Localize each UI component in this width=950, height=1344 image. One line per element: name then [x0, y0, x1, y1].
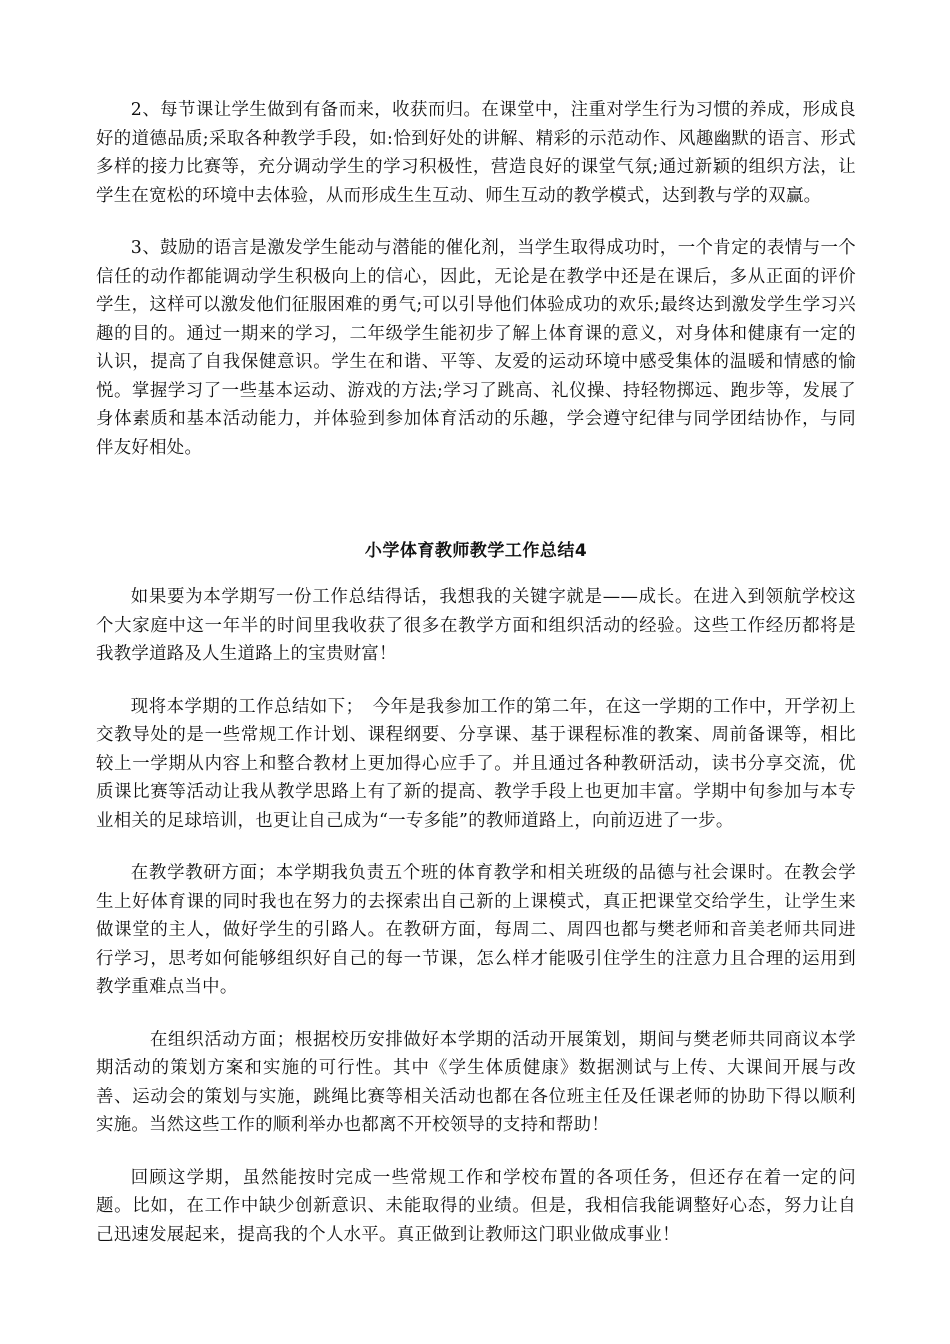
paragraph-3: 3、鼓励的语言是激发学生能动与潜能的催化剂，当学生取得成功时，一个肯定的表情与一个信任的动作都能调动学生积极向上的信心，因此，无论是在教学中还是在课后，多从正面的评价学生，这样可以激发他们征服困难的勇气;可以引导他们体验成功的欢乐;最终达到激发学生学习兴趣的目的。通过一期来的学习，二年级学生能初步了解上体育课的意义，对身体和健康有一定的认识，提高了自我保健意识。学生在和谐、平等、友爱的运动环境中感受集体的温暖和情感的愉悦。掌握学习了一些基本运动、游戏的方法;学习了跳高、礼仪操、持轻物掷远、跑步等，发展了身体素质和基本活动能力，并体验到参加体育活动的乐趣，学会遵守纪律与同学团结协作，与同伴友好相处。: [96, 238, 856, 458]
paragraph-activities: 在组织活动方面；根据校历安排做好本学期的活动开展策划，期间与樊老师共同商议本学期活动的策划方案和实施的可行性。其中《学生体质健康》数据测试与上传、大课间开展与改善、运动会的策划与实施，跳绳比赛等相关活动也都在各位班主任及任课老师的协助下得以顺利实施。当然这些工作的顺利举办也都离不开校领导的支持和帮助！: [96, 1029, 856, 1135]
document-page: [96, 96, 856, 1249]
paragraph-2: 2、每节课让学生做到有备而来，收获而归。在课堂中，注重对学生行为习惯的养成，形成良好的道德品质;采取各种教学手段，如:恰到好处的讲解、精彩的示范动作、风趣幽默的语言、形式多样的接力比赛等，充分调动学生的学习积极性，营造良好的课堂气氛;通过新颖的组织方法，让学生在宽松的环境中去体验，从而形成生生互动、师生互动的教学模式，达到教与学的双赢。: [96, 100, 856, 206]
paragraph-review: 回顾这学期，虽然能按时完成一些常规工作和学校布置的各项任务，但还存在着一定的问题。比如，在工作中缺少创新意识、未能取得的业绩。但是，我相信我能调整好心态，努力让自己迅速发展起来，提高我的个人水平。真正做到让教师这门职业做成事业！: [96, 1167, 856, 1245]
paragraph-intro: 如果要为本学期写一份工作总结得话，我想我的关键字就是——成长。在进入到领航学校这个大家庭中这一年半的时间里我收获了很多在教学方面和组织活动的经验。这些工作经历都将是我教学道路及人生道路上的宝贵财富！: [96, 587, 856, 664]
section-title: 小学体育教师教学工作总结4: [364, 541, 588, 561]
paragraph-summary: 现将本学期的工作总结如下； 今年是我参加工作的第二年，在这一学期的工作中，开学初上交教导处的是一些常规工作计划、课程纲要、分享课、基于课程标准的教案、周前备课等，相比较上一学期从内容上和整合教材上更加得心应手了。并且通过各种教研活动，读书分享交流，优质课比赛等活动让我从教学思路上有了新的提高、教学手段上也更加丰富。学期中旬参加与本专业相关的足球培训，也更让自己成为“一专多能”的教师道路上，向前迈进了一步。: [96, 696, 856, 831]
paragraph-teaching-research: 在教学教研方面；本学期我负责五个班的体育教学和相关班级的品德与社会课时。在教会学生上好体育课的同时我也在努力的去探索出自己新的上课模式，真正把课堂交给学生，让学生来做课堂的主人，做好学生的引路人。在教研方面，每周二、周四也都与樊老师和音美老师共同进行学习，思考如何能够组织好自己的每一节课，怎么样才能吸引住学生的注意力且合理的运用到教学重难点当中。: [96, 863, 856, 997]
